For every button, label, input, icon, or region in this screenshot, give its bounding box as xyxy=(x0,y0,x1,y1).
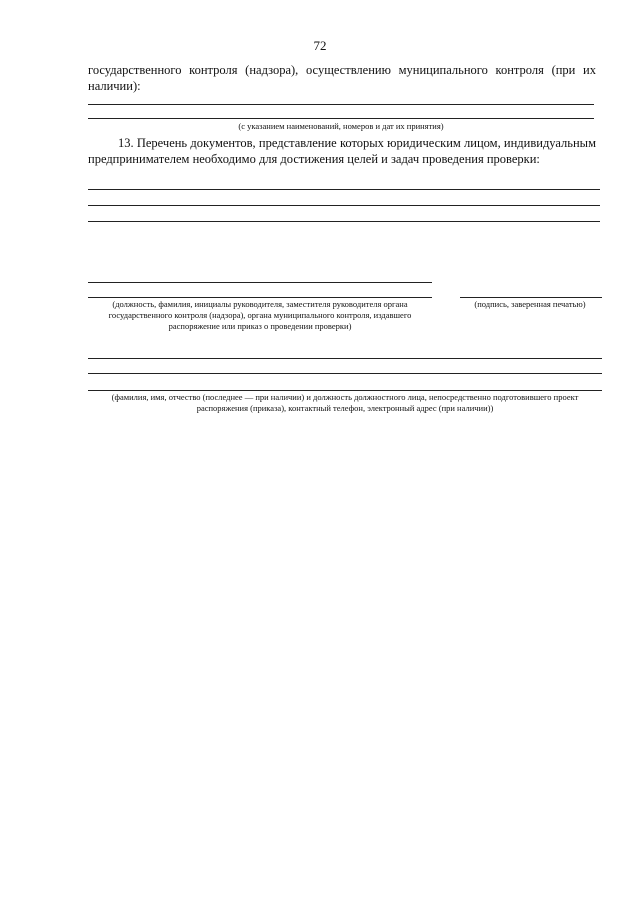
caption-official: (должность, фамилия, инициалы руководителя, заместителя руководителя органа государственного контроля (надзора), органа муниципального контроля, издавшего распоряжение или приказ о проведении проверки) xyxy=(108,299,412,331)
fill-line xyxy=(88,118,594,119)
fill-line xyxy=(88,205,600,206)
caption-acts: (с указанием наименований, номеров и дат их принятия) xyxy=(238,121,444,131)
section-13-heading: 13. Перечень документов, представление которых юридическим лицом, индивидуальным предпринимателем необходимо для достижения целей и задач проведения проверки: xyxy=(88,136,596,166)
fill-line xyxy=(88,221,600,222)
fill-line xyxy=(88,104,594,105)
fill-line xyxy=(88,373,602,374)
caption-signature: (подпись, заверенная печатью) xyxy=(474,299,586,309)
caption-responsible: (фамилия, имя, отчество (последнее — при наличии) и должность должностного лица, непосредственно подготовившего проект распоряжения (приказа), контактный телефон, электронный адрес (при наличии)) xyxy=(111,392,579,413)
signature-line xyxy=(460,297,602,298)
fill-line xyxy=(88,390,602,391)
fill-line xyxy=(88,358,602,359)
section-12-continuation: государственного контроля (надзора), осуществлению муниципального контроля (при их наличии): xyxy=(88,63,596,93)
official-name-line xyxy=(88,297,432,298)
fill-line xyxy=(88,189,600,190)
official-position-line xyxy=(88,282,432,283)
page-number: 72 xyxy=(313,38,327,53)
